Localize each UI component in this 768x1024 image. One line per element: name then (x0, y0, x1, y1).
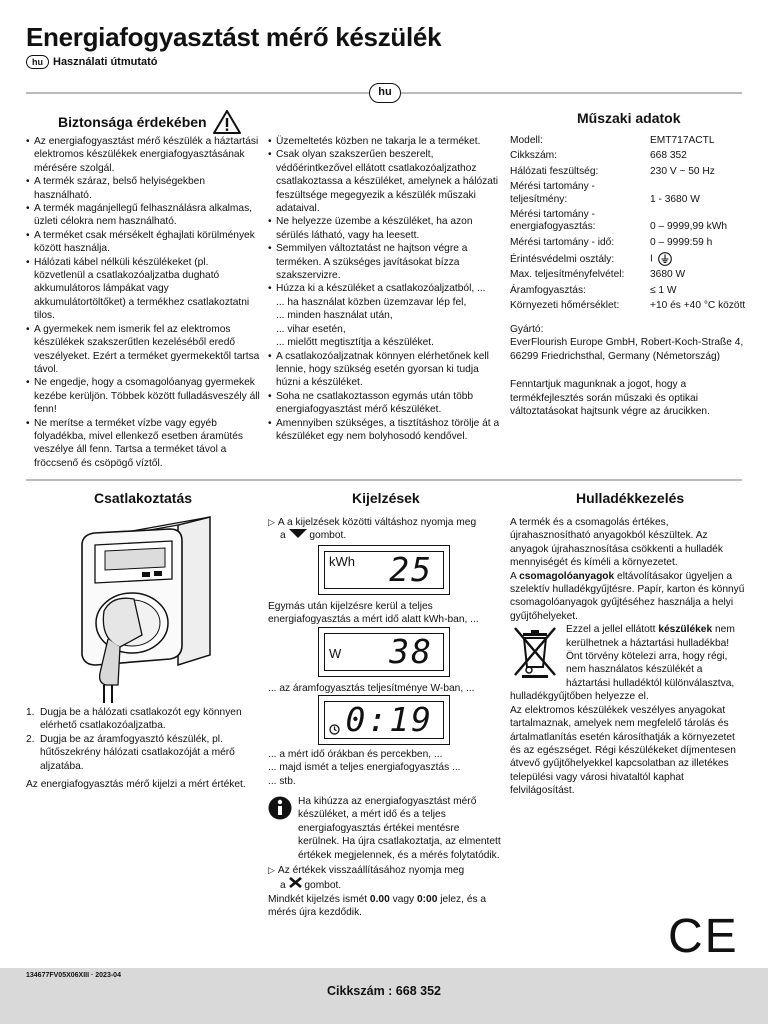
weee-bin-icon (510, 625, 560, 679)
waste-p3-c: nem kerülhetnek a háztartási hulladékba! Önt törvény kötelezi arra, hogy régi, nem használatos készülékét a háztartási hulladéktól különválasztva, hulladékgyűjtőben helyezze el. (510, 624, 735, 703)
safety-heading-text: Biztonsága érdekében (58, 114, 207, 130)
list-item: • A gyermekek nem ismerik fel az elektromos készülékek szakszerűtlen kezeléséből eredő veszélyeket. Ezért a terméket gyermekektől tartsa távol. (26, 323, 262, 377)
spec-row (510, 181, 750, 209)
page-title: Energiafogyasztást mérő készülék (26, 22, 442, 52)
language-badge: hu (26, 55, 49, 69)
spec-key: Mérési tartomány - energiafogyasztás: (510, 209, 596, 233)
spec-key: Érintésvédelmi osztály: (510, 253, 615, 265)
unplug-case: ... mielőtt megtisztítja a készüléket. (276, 337, 434, 349)
waste-p3-a: Ezzel a jellel ellátott (566, 624, 656, 636)
spec-row (510, 285, 750, 300)
spec-value-text: EMT717ACTL (650, 135, 715, 146)
spec-key: Hálózati feszültség: (510, 165, 599, 177)
reset-x-button-icon (289, 877, 302, 888)
manufacturer (510, 323, 750, 418)
spec-row (510, 150, 750, 165)
spec-key: Max. teljesítményfelvétel: (510, 269, 625, 281)
safety-list-3 (268, 350, 500, 444)
display-text-2: ... az áramfogyasztás teljesítménye W-ban, ... (268, 683, 475, 694)
lcd-energy-screen (324, 551, 444, 589)
spec-row (510, 269, 750, 284)
list-item: • Az energiafogyasztást mérő készülék a háztartási elektromos készülékek energiafogyasztásának mérésére szolgál. (26, 135, 262, 175)
spec-row (510, 252, 750, 269)
spec-value-text: 0 – 9999:59 h (650, 236, 713, 248)
step-number: 2. (26, 733, 35, 745)
footer-article-number: Cikkszám : 668 352 (327, 984, 441, 998)
spec-value-text: 0 – 9999,99 kWh (650, 221, 728, 233)
center-language-badge: hu (369, 83, 401, 103)
waste-p3-b: készülékek (658, 624, 713, 636)
specs-heading: Műszaki adatok (577, 110, 681, 126)
protective-earth-icon (657, 252, 673, 266)
spec-row (510, 300, 750, 315)
ce-mark: CE (668, 910, 739, 963)
spec-value-text: +10 és +40 °C között (650, 300, 746, 312)
display-text-3 (268, 748, 498, 788)
connect-step (26, 706, 258, 733)
waste-text (510, 516, 746, 798)
unplug-case: ... minden használat után, (276, 310, 393, 322)
list-item: • Amennyiben szükséges, a tisztításhoz törölje át a készüléket egy nem bolyhosodó kendővel. (268, 417, 500, 444)
spec-value-text: 230 V ~ 50 Hz (650, 165, 715, 177)
spec-row (510, 166, 750, 181)
final-or: vagy (392, 894, 415, 905)
lcd-energy-unit: kWh (329, 554, 355, 569)
list-item: • Ne merítse a terméket vízbe vagy egyéb folyadékba, mivel ellenkező esetben áramütés veszélye áll fenn. Tartsa a terméket távol a fröccsenő és csöpögő víztől. (26, 417, 262, 471)
display-intro-a: a (280, 530, 286, 542)
spec-key: Modell: (510, 135, 543, 146)
display-text-3c: ... stb. (268, 775, 296, 787)
reset-instruction (268, 864, 500, 893)
display-text-3a: ... a mért idő órákban és percekben, ... (268, 749, 443, 760)
list-item: • Ne engedje, hogy a csomagolóanyag gyermekek kezébe kerüljön. Többek között fulladásveszély áll fenn! (26, 376, 262, 416)
spec-key: Áramfogyasztás: (510, 284, 586, 296)
spec-key: Környezeti hőmérséklet: (510, 300, 620, 312)
safety-heading (58, 110, 241, 134)
info-icon (268, 796, 292, 820)
subtitle (26, 55, 158, 69)
final-text (268, 893, 500, 920)
reset-text: Az értékek visszaállításához nyomja meg (277, 865, 465, 876)
spec-row (510, 135, 750, 150)
spec-key: Cikkszám: (510, 150, 557, 162)
spec-value (650, 181, 750, 209)
spec-value-text: ≤ 1 W (650, 284, 677, 296)
warning-icon (213, 110, 241, 134)
spec-value-text: 3680 W (650, 269, 686, 281)
specs-table (510, 135, 750, 316)
divider-middle (26, 479, 742, 481)
step-number: 1. (26, 707, 35, 718)
lcd-power (318, 627, 450, 677)
waste-p1: A termék és a csomagolás értékes, újrahasznosítható anyagokból készültek. Az anyagok újrahasznosítása csökkenti a hulladék mennyiségét és kíméli a környezetet. (510, 517, 723, 569)
spec-value-text: 1 - 3680 W (650, 193, 700, 205)
list-item: • Húzza ki a készüléket a csatlakozóaljzatból, ... (268, 282, 500, 295)
step-arrow-icon: ▷ (268, 517, 275, 527)
safety-column-2 (268, 135, 500, 443)
clock-icon (329, 724, 340, 735)
display-heading: Kijelzések (352, 490, 420, 506)
step-arrow-icon: ▷ (268, 865, 275, 875)
subtitle-text: Használati útmutató (53, 56, 158, 68)
list-item: • Semmilyen változtatást ne hajtson végre a terméken. A szükséges javításokat bízza szakszervizre. (268, 242, 500, 282)
spec-value (650, 269, 750, 284)
safety-list-2 (268, 135, 500, 296)
lcd-power-screen (324, 633, 444, 671)
list-item: • Üzemeltetés közben ne takarja le a terméket. (268, 135, 500, 148)
spec-value (650, 300, 750, 315)
waste-heading: Hulladékkezelés (576, 490, 685, 506)
list-item: • A termék száraz, belső helyiségekben használható. (26, 175, 262, 202)
step-text: Dugja be az áramfogyasztó készülék, pl. hűtőszekrény hálózati csatlakozóját a mérő aljzatába. (40, 733, 235, 772)
list-item: • Csak olyan szakszerűen beszerelt, védőérintkezővel ellátott csatlakozóaljzathoz csatlakoztassa a készüléket, amelynek a hálózati feszültsége megegyezik a készülék műszaki adataival. (268, 148, 500, 215)
list-item: • Hálózati kábel nélküli készülékeket (pl. közvetlenül a csatlakozóaljzatba dugható akkumulátoros lámpákat vagy akkumulátortöltőket) a termékhez csatlakoztatni tilos. (26, 256, 262, 323)
waste-p2-b: csomagolóanyagok (519, 570, 615, 582)
info-text: Ha kihúzza az energiafogyasztást mérő készüléket, a mért idő és a teljes energiafogyasztás értékei mentésre kerülnek. Ha újra csatlakoztatja, az elmentett értékek megjelennek, és a mérés folytatódik. (298, 796, 501, 861)
spec-value-text: 668 352 (650, 150, 687, 162)
spec-value-text: I (650, 253, 653, 265)
manufacturer-address: EverFlourish Europe GmbH, Robert-Koch-Straße 4, 66299 Friedrichsthal, Germany (Németország) (510, 337, 744, 362)
spec-value (650, 166, 750, 181)
spec-value (650, 150, 750, 165)
final-a: Mindkét kijelzés ismét (268, 894, 368, 905)
document-code: 134677FV05X06XIII · 2023-04 (26, 972, 121, 979)
waste-p4: Az elektromos készülékek veszélyes anyagokat tartalmaznak, amelyek nem megfelelő tárolás és ártalmatlanítás esetén károsíthatják a környezetet és az egészséget. Régi készülékeket díjmentesen átvevő gyűjtőhelyekkel kapcsolatban az illetékes települési vagy városi hivataltól kaphat felvilágosítást. (510, 704, 736, 797)
manufacturer-label: Gyártó: (510, 324, 544, 335)
unplug-case: ... ha használat közben üzemzavar lép fel, (276, 296, 467, 308)
lcd-time-value: 0:19 (345, 700, 433, 739)
waste-p2-a: A (510, 570, 517, 582)
display-intro-end: gombot. (309, 530, 347, 542)
step-text: Dugja be a hálózati csatlakozót egy könnyen elérhető csatlakozóaljzatba. (40, 707, 242, 732)
lcd-power-unit: W (329, 646, 342, 661)
waste-p2 (510, 570, 746, 624)
spec-value (650, 285, 750, 300)
waste-p3 (510, 623, 746, 703)
spec-row (510, 237, 750, 252)
list-item: • Soha ne csatlakoztasson egymás után több energiafogyasztást mérő készüléket. (268, 390, 500, 417)
specs-note: Fenntartjuk magunknak a jogot, hogy a termékfejlesztés során műszaki és optikai változtatásokat hajtsunk végre az árucikken. (510, 379, 710, 418)
spec-key: Mérési tartomány - idő: (510, 236, 615, 248)
connect-step (26, 733, 258, 773)
display-intro (268, 516, 498, 543)
display-text-3b: ... majd ismét a teljes energiafogyasztás ... (268, 762, 461, 774)
lcd-energy (318, 545, 450, 595)
list-item: • A csatlakozóaljzatnak könnyen elérhetőnek kell lennie, hogy szükség esetén gyorsan ki tudja húzni a készüléket. (268, 350, 500, 390)
display-intro-text: A a kijelzések közötti váltáshoz nyomja meg (277, 517, 477, 528)
list-item: • Ne helyezze üzembe a készüléket, ha azon sérülés látható, vagy ha leesett. (268, 215, 500, 242)
final-zero-energy: 0.00 (369, 894, 390, 905)
reset-end: gombot. (304, 880, 342, 892)
spec-value (650, 209, 750, 237)
connect-heading: Csatlakoztatás (94, 490, 193, 506)
meter-illustration-icon (60, 515, 220, 703)
lcd-time-screen (324, 701, 444, 739)
connect-steps (26, 706, 258, 773)
lcd-time (318, 695, 450, 745)
waste-p2-c: eltávolításakor ügyeljen a szelektív hulladékgyűjtésre. Papír, karton és könnyű csomagolóanyagok gyűjtéséhez használja a helyi gyűjtőhelyeket. (510, 570, 745, 622)
spec-row (510, 209, 750, 237)
display-text-1: Egymás után kijelzésre kerül a teljes energiafogyasztás a mért idő alatt kWh-ban, ... (268, 601, 479, 626)
list-item: • A terméket csak mérsékelt éghajlati körülmények között használja. (26, 229, 262, 256)
spec-value (650, 135, 750, 150)
spec-value (650, 252, 750, 269)
list-item: • A termék magánjellegű felhasználásra alkalmas, üzleti célokra nem használható. (26, 202, 262, 229)
spec-value (650, 237, 750, 252)
safety-list-1 (26, 135, 262, 470)
connect-after: Az energiafogyasztás mérő kijelzi a mért értéket. (26, 779, 246, 790)
lcd-power-value: 38 (389, 632, 433, 671)
reset-a: a (280, 880, 286, 892)
spec-key: Mérési tartomány - teljesítmény: (510, 181, 595, 205)
final-end: jelez, és a mérés újra kezdődik. (268, 894, 487, 919)
lcd-energy-value: 25 (389, 550, 433, 589)
final-zero-time: 0:00 (416, 894, 438, 905)
down-button-icon (289, 529, 307, 538)
unplug-case: ... vihar esetén, (276, 323, 346, 335)
unplug-cases (268, 296, 500, 350)
